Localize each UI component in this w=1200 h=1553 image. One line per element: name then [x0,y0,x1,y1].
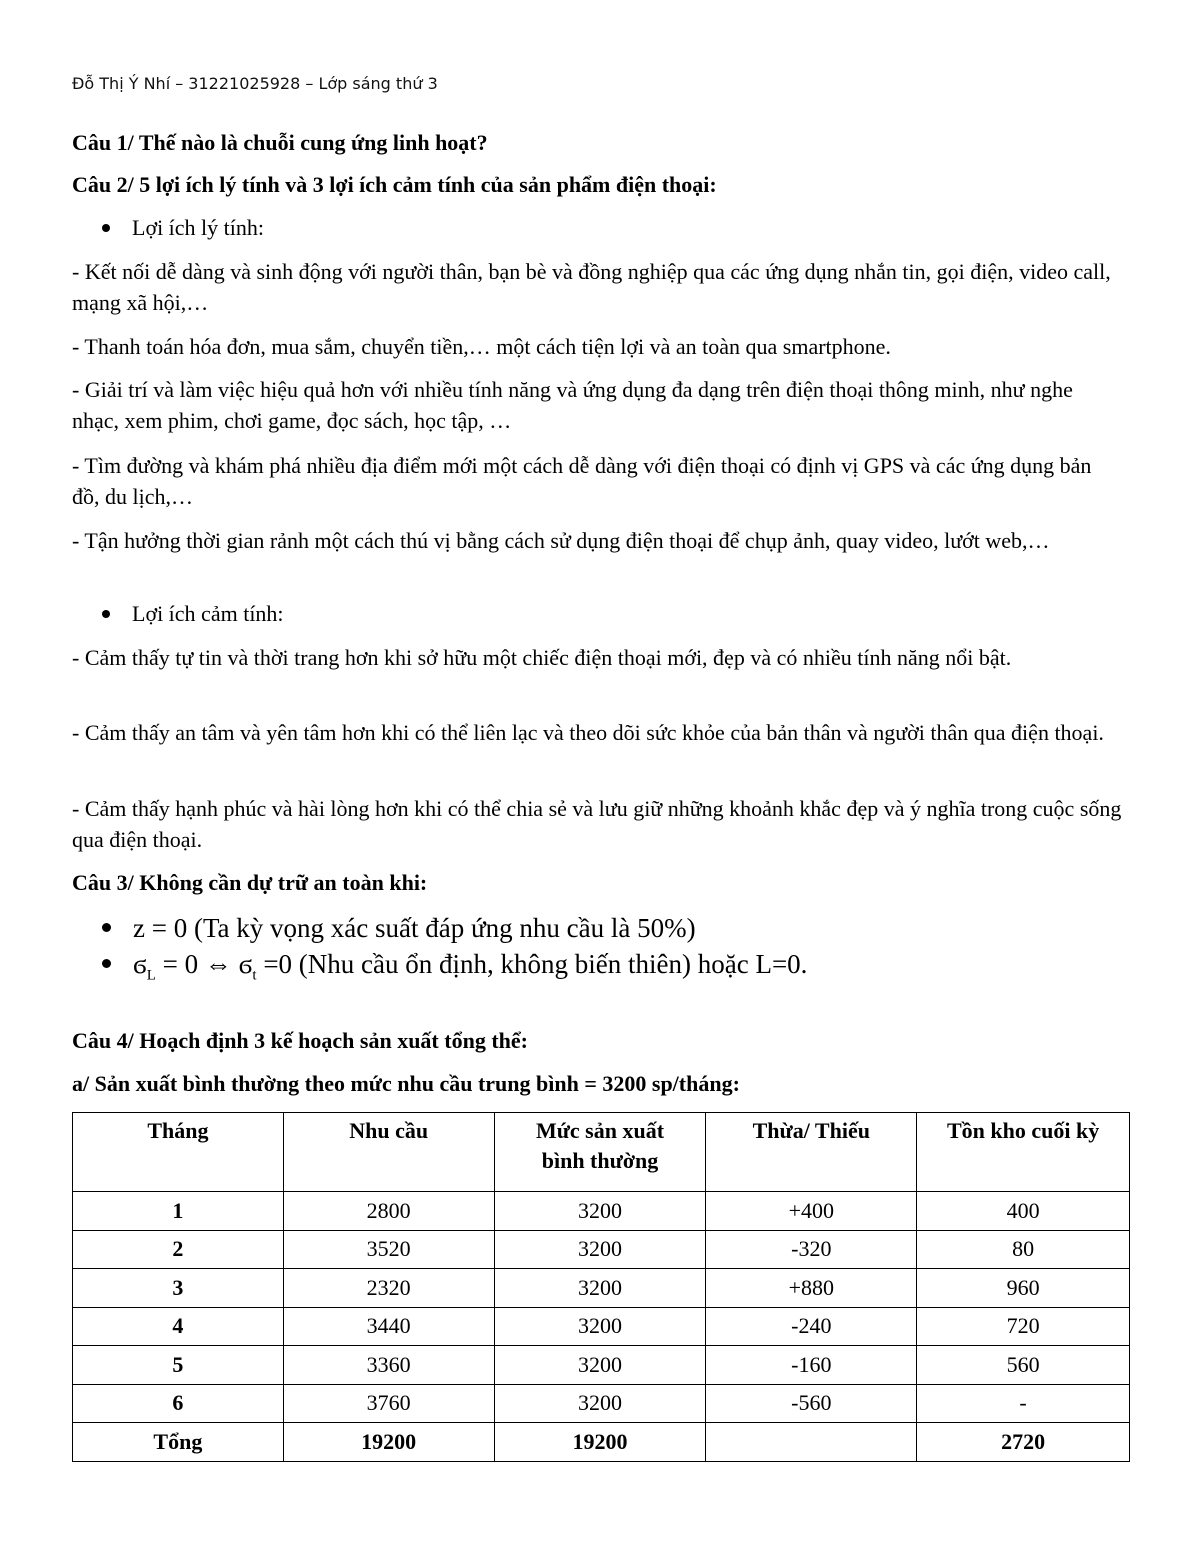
page-header: Đỗ Thị Ý Nhí – 31221025928 – Lớp sáng thứ 3 [72,74,438,93]
table-total-row [73,1423,1130,1462]
table-cell: 3200 [494,1346,706,1385]
question-3-title: Câu 3/ Không cần dự trữ an toàn khi: [72,870,428,895]
table-cell: 3200 [494,1384,706,1423]
table-cell: 3760 [283,1384,494,1423]
condition-1-text: z = 0 (Ta kỳ vọng xác suất đáp ứng nhu cầu là 50%) [133,913,696,943]
table-cell: 2800 [283,1192,494,1231]
subscript-t: t [252,967,257,984]
table-row [73,1269,1130,1308]
emotional-benefit-3: - Cảm thấy hạnh phúc và hài lòng hơn khi có thể chia sẻ và lưu giữ những khoảnh khắc đẹp và ý nghĩa trong cuộc sống qua điện thoại. [72,796,1122,852]
sigma-symbol: ϭ [238,949,253,979]
table-row [73,1192,1130,1231]
month-cell: 3 [73,1269,284,1308]
table-cell: 720 [917,1307,1130,1346]
table-row [73,1230,1130,1269]
condition-2-end: =0 (Nhu cầu ổn định, không biến thiên) hoặc L=0. [256,949,808,979]
question-1: Câu 1/ Thế nào là chuỗi cung ứng linh hoạt? [72,130,488,155]
month-cell: 2 [73,1230,284,1269]
bullet-icon [102,959,111,968]
table-cell: -320 [706,1230,917,1269]
column-header: Thừa/ Thiếu [706,1113,917,1192]
total-cell: 19200 [494,1423,706,1462]
total-cell: 2720 [917,1423,1130,1462]
table-cell: +400 [706,1192,917,1231]
table-cell: 400 [917,1192,1130,1231]
sigma-symbol: ϭ [133,949,147,979]
total-cell [706,1423,917,1462]
column-header: Tháng [73,1113,284,1192]
table-cell: 3200 [494,1307,706,1346]
emotional-benefit-2: - Cảm thấy an tâm và yên tâm hơn khi có thể liên lạc và theo dõi sức khỏe của bản thân và người thân qua điện thoại. [72,720,1104,745]
production-plan-table [72,1112,1130,1462]
table-cell: - [917,1384,1130,1423]
table-cell: 560 [917,1346,1130,1385]
bullet-icon [102,923,111,932]
table-row [73,1346,1130,1385]
table-cell: +880 [706,1269,917,1308]
table-cell: 3440 [283,1307,494,1346]
bullet-icon [102,610,110,618]
table-row [73,1307,1130,1346]
bullet-icon [102,224,110,232]
table-cell: 960 [917,1269,1130,1308]
column-header: Tồn kho cuối kỳ [917,1113,1130,1192]
rational-benefit-1: - Kết nối dễ dàng và sinh động với người thân, bạn bè và đồng nghiệp qua các ứng dụng nhắn tin, gọi điện, video call, mạng xã hội,… [72,259,1111,315]
month-cell: 5 [73,1346,284,1385]
emotional-benefit-1: - Cảm thấy tự tin và thời trang hơn khi sở hữu một chiếc điện thoại mới, đẹp và có nhiều tính năng nổi bật. [72,645,1012,670]
emotional-benefits-label [102,599,284,629]
total-cell: 19200 [283,1423,494,1462]
rational-benefit-4: - Tìm đường và khám phá nhiều địa điểm mới một cách dễ dàng với điện thoại có định vị GPS và các ứng dụng bản đồ, du lịch,… [72,453,1092,509]
column-header: Mức sản xuất bình thường [494,1113,706,1192]
safety-stock-condition-1 [102,911,696,945]
table-cell: -240 [706,1307,917,1346]
table-cell: 80 [917,1230,1130,1269]
table-header-row [73,1113,1130,1192]
table-cell: -560 [706,1384,917,1423]
rational-label-text: Lợi ích lý tính: [132,215,265,240]
emotional-label-text: Lợi ích cảm tính: [132,601,284,626]
table-cell: 3200 [494,1230,706,1269]
rational-benefit-5: - Tận hưởng thời gian rảnh một cách thú vị bằng cách sử dụng điện thoại để chụp ảnh, quay video, lướt web,… [72,528,1050,553]
question-2-title: Câu 2/ 5 lợi ích lý tính và 3 lợi ích cảm tính của sản phẩm điện thoại: [72,172,717,197]
table-row [73,1384,1130,1423]
question-4-subtitle: a/ Sản xuất bình thường theo mức nhu cầu trung bình = 3200 sp/tháng: [72,1071,740,1096]
condition-2-mid: = 0 ⇔ [155,949,239,979]
table-cell: 3200 [494,1192,706,1231]
rational-benefits-label [102,213,264,243]
total-label: Tổng [73,1423,284,1462]
table-cell: 3200 [494,1269,706,1308]
month-cell: 1 [73,1192,284,1231]
table-cell: 3520 [283,1230,494,1269]
column-header: Nhu cầu [283,1113,494,1192]
month-cell: 4 [73,1307,284,1346]
question-4-title: Câu 4/ Hoạch định 3 kế hoạch sản xuất tổng thể: [72,1028,528,1053]
rational-benefit-2: - Thanh toán hóa đơn, mua sắm, chuyển tiền,… một cách tiện lợi và an toàn qua smartphone. [72,334,891,359]
subscript-l: L [146,967,156,984]
rational-benefit-3: - Giải trí và làm việc hiệu quả hơn với nhiều tính năng và ứng dụng đa dạng trên điện thoại thông minh, như nghe nhạc, xem phim, chơi game, đọc sách, học tập, … [72,377,1073,433]
month-cell: 6 [73,1384,284,1423]
table-cell: -160 [706,1346,917,1385]
safety-stock-condition-2 [102,947,807,992]
table-cell: 3360 [283,1346,494,1385]
table-cell: 2320 [283,1269,494,1308]
